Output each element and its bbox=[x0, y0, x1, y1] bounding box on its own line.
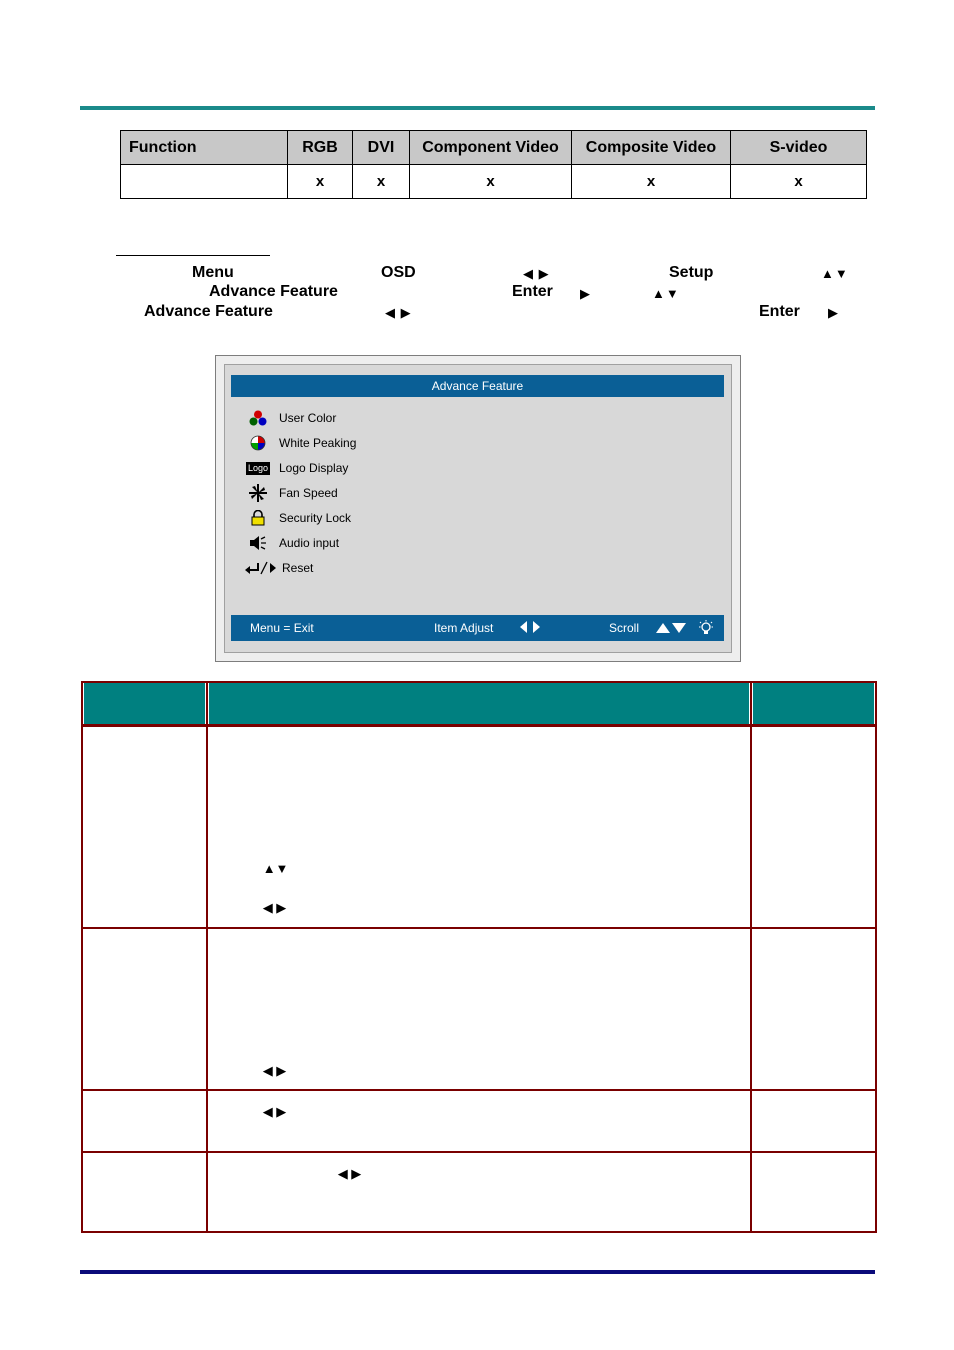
left-right-arrows-icon: ◀ ▶ bbox=[337, 1165, 362, 1181]
menu-item-reset[interactable] bbox=[245, 558, 313, 578]
cell-default bbox=[751, 726, 876, 928]
cell-component-video: x bbox=[410, 165, 572, 199]
instr-osd: OSD bbox=[381, 264, 416, 281]
menu-item-logo-display[interactable] bbox=[245, 458, 348, 478]
menu-item-label: Security Lock bbox=[279, 511, 352, 525]
menu-item-label: Reset bbox=[282, 561, 314, 575]
cell-default bbox=[751, 1152, 876, 1232]
bottom-rule bbox=[80, 1270, 875, 1274]
header-s-video: S-video bbox=[731, 131, 867, 165]
logo-icon-text: Logo bbox=[247, 462, 269, 473]
cell-item bbox=[82, 1090, 207, 1152]
header-default bbox=[751, 682, 876, 726]
header-description bbox=[207, 682, 752, 726]
menu-item-label: Logo Display bbox=[279, 461, 349, 475]
menu-item-fan-speed[interactable] bbox=[245, 483, 338, 503]
header-item bbox=[82, 682, 207, 726]
left-right-arrows-icon: ◀ ▶ bbox=[262, 1062, 287, 1078]
cell-s-video: x bbox=[731, 165, 867, 199]
reset-icon bbox=[245, 559, 277, 577]
osd-menu-window bbox=[215, 355, 741, 662]
cell-item bbox=[82, 928, 207, 1090]
section-heading-underline bbox=[116, 255, 270, 256]
instr-advance-feature: Advance Feature bbox=[209, 283, 338, 300]
up-down-arrows-icon: ▲▼ bbox=[262, 861, 289, 876]
up-down-arrows-icon bbox=[655, 622, 687, 637]
fan-icon bbox=[245, 484, 271, 502]
cell-description bbox=[207, 1152, 752, 1232]
up-down-arrows-icon: ▲▼ bbox=[821, 266, 849, 281]
osd-menu-footer bbox=[231, 615, 724, 641]
source-availability-table bbox=[120, 130, 867, 199]
speaker-icon bbox=[245, 534, 271, 552]
instr-enter: Enter bbox=[759, 303, 800, 320]
left-right-arrows-icon: ◀ ▶ bbox=[385, 305, 412, 320]
table-row bbox=[82, 928, 876, 1090]
footer-item-adjust-hint: Item Adjust bbox=[434, 621, 494, 635]
osd-menu-title: Advance Feature bbox=[231, 375, 724, 397]
cell-description bbox=[207, 726, 752, 928]
table-row bbox=[82, 1090, 876, 1152]
left-right-arrows-icon bbox=[519, 620, 541, 637]
table-header-row bbox=[82, 682, 876, 726]
header-component-video: Component Video bbox=[410, 131, 572, 165]
menu-item-audio-input[interactable] bbox=[245, 533, 339, 553]
right-arrow-icon: ▶ bbox=[828, 305, 839, 320]
menu-item-security-lock[interactable] bbox=[245, 508, 351, 528]
cell-default bbox=[751, 1090, 876, 1152]
top-rule bbox=[80, 106, 875, 110]
table-header-row bbox=[121, 131, 867, 165]
menu-item-user-color[interactable] bbox=[245, 408, 336, 428]
white-peaking-icon bbox=[245, 434, 271, 452]
menu-item-label: Audio input bbox=[279, 536, 340, 550]
table-row bbox=[82, 726, 876, 928]
instr-menu: Menu bbox=[192, 264, 234, 281]
header-function: Function bbox=[121, 131, 288, 165]
menu-item-label: White Peaking bbox=[279, 436, 357, 450]
cell-rgb: x bbox=[288, 165, 353, 199]
left-right-arrows-icon: ◀ ▶ bbox=[523, 266, 550, 281]
cell-description bbox=[207, 928, 752, 1090]
table-row bbox=[82, 1152, 876, 1232]
instr-advance-feature: Advance Feature bbox=[144, 303, 273, 320]
lightbulb-icon bbox=[698, 619, 714, 640]
cell-description bbox=[207, 1090, 752, 1152]
cell-composite-video: x bbox=[572, 165, 731, 199]
lock-icon bbox=[245, 509, 271, 527]
up-down-arrows-icon: ▲▼ bbox=[652, 286, 680, 301]
header-rgb: RGB bbox=[288, 131, 353, 165]
menu-item-label: User Color bbox=[279, 411, 337, 425]
left-right-arrows-icon: ◀ ▶ bbox=[262, 1103, 287, 1119]
footer-scroll-hint: Scroll bbox=[609, 621, 640, 635]
header-composite-video: Composite Video bbox=[572, 131, 731, 165]
header-dvi: DVI bbox=[353, 131, 410, 165]
logo-display-icon bbox=[245, 459, 271, 477]
cell-function bbox=[121, 165, 288, 199]
menu-item-label: Fan Speed bbox=[279, 486, 338, 500]
advance-feature-description-table bbox=[81, 681, 877, 1233]
user-color-icon bbox=[245, 409, 271, 427]
cell-item bbox=[82, 1152, 207, 1232]
cell-item bbox=[82, 726, 207, 928]
osd-menu-panel bbox=[224, 364, 732, 653]
table-row bbox=[121, 165, 867, 199]
cell-dvi: x bbox=[353, 165, 410, 199]
instr-enter: Enter bbox=[512, 283, 553, 300]
menu-item-white-peaking[interactable] bbox=[245, 433, 356, 453]
right-arrow-icon: ▶ bbox=[580, 286, 591, 301]
left-right-arrows-icon: ◀ ▶ bbox=[262, 900, 287, 915]
footer-exit-hint: Menu = Exit bbox=[250, 621, 314, 635]
instr-setup: Setup bbox=[669, 264, 714, 281]
cell-default bbox=[751, 928, 876, 1090]
